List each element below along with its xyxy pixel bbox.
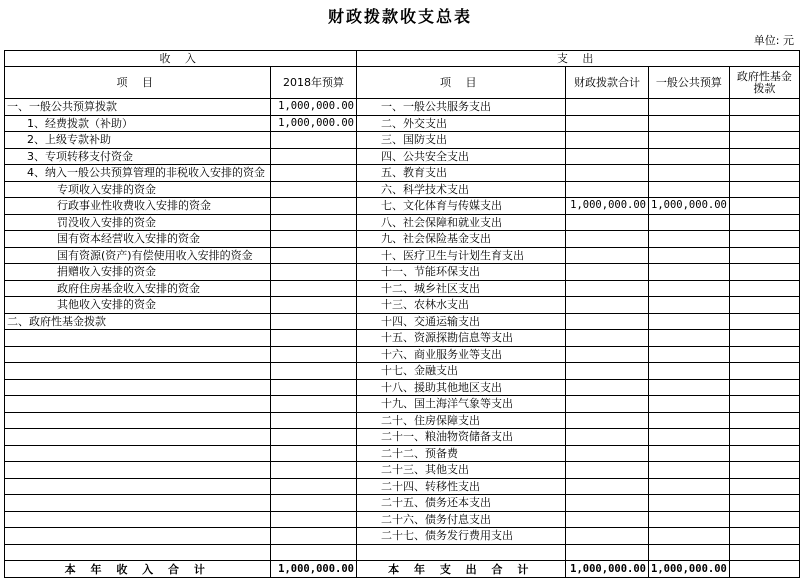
- fiscal-total-cell: [566, 462, 649, 479]
- table-row: [5, 132, 800, 149]
- expense-item-cell: 二十五、债务还本支出: [357, 495, 566, 512]
- gov-fund-cell: [729, 412, 799, 429]
- expense-item-cell: 十七、金融支出: [357, 363, 566, 380]
- income-item-cell: 政府住房基金收入安排的资金: [5, 280, 271, 297]
- income-item-cell: [5, 379, 271, 396]
- income-item-cell: [5, 412, 271, 429]
- general-budget-cell: [649, 115, 730, 132]
- general-budget-cell: [649, 379, 730, 396]
- income-value-cell: [271, 264, 357, 281]
- general-budget-cell: [649, 544, 730, 561]
- income-item-cell: [5, 495, 271, 512]
- gov-fund-cell: [729, 396, 799, 413]
- fiscal-total-cell: [566, 247, 649, 264]
- income-item-cell: [5, 429, 271, 446]
- income-item-cell: 3、专项转移支付资金: [5, 148, 271, 165]
- income-header: 收 入: [5, 51, 357, 67]
- expense-item-cell: 十九、国土海洋气象等支出: [357, 396, 566, 413]
- unit-label: 单位: 元: [753, 34, 794, 47]
- fiscal-total-cell: [566, 511, 649, 528]
- income-value-cell: [271, 429, 357, 446]
- expense-item-cell: 二十二、预备费: [357, 445, 566, 462]
- gov-fund-cell: [729, 379, 799, 396]
- general-budget-cell: [649, 363, 730, 380]
- expense-item-cell: 七、文化体育与传媒支出: [357, 198, 566, 215]
- income-item-cell: 罚没收入安排的资金: [5, 214, 271, 231]
- gov-fund-cell: [729, 280, 799, 297]
- fiscal-total-cell: [566, 99, 649, 116]
- fiscal-total-cell: [566, 379, 649, 396]
- expense-item-cell: 十四、交通运输支出: [357, 313, 566, 330]
- income-item-cell: 捐赠收入安排的资金: [5, 264, 271, 281]
- general-budget-cell: [649, 462, 730, 479]
- table-row: [5, 247, 800, 264]
- table-row: [5, 511, 800, 528]
- gov-fund-cell: [729, 478, 799, 495]
- income-item-cell: 国有资源(资产)有偿使用收入安排的资金: [5, 247, 271, 264]
- table-row: [5, 115, 800, 132]
- general-budget-cell: [649, 495, 730, 512]
- expense-item-cell: 二十三、其他支出: [357, 462, 566, 479]
- fiscal-total-cell: [566, 280, 649, 297]
- table-row: [5, 429, 800, 446]
- expense-item-cell: 二十六、债务付息支出: [357, 511, 566, 528]
- expense-item-cell: 二、外交支出: [357, 115, 566, 132]
- table-row: [5, 462, 800, 479]
- general-budget-cell: [649, 528, 730, 545]
- general-budget-header: 一般公共预算: [649, 67, 730, 99]
- fiscal-total-cell: [566, 445, 649, 462]
- gov-fund-cell: [729, 346, 799, 363]
- expense-item-cell: 二十七、债务发行费用支出: [357, 528, 566, 545]
- general-budget-cell: [649, 429, 730, 446]
- expense-item-cell: 三、国防支出: [357, 132, 566, 149]
- fiscal-total-cell: [566, 231, 649, 248]
- gov-fund-cell: [729, 511, 799, 528]
- table-row: [5, 214, 800, 231]
- table-row: [5, 346, 800, 363]
- income-value-cell: [271, 379, 357, 396]
- total-expense-label: 本 年 支 出 合 计: [357, 561, 566, 578]
- general-budget-cell: [649, 132, 730, 149]
- general-budget-cell: [649, 346, 730, 363]
- general-budget-cell: 1,000,000.00: [649, 198, 730, 215]
- general-budget-cell: [649, 478, 730, 495]
- fiscal-total-cell: [566, 396, 649, 413]
- table-row: [5, 313, 800, 330]
- income-value-cell: [271, 445, 357, 462]
- general-budget-cell: [649, 297, 730, 314]
- expense-item-cell: 一、一般公共服务支出: [357, 99, 566, 116]
- table-row: [5, 495, 800, 512]
- general-budget-cell: [649, 247, 730, 264]
- income-item-cell: 专项收入安排的资金: [5, 181, 271, 198]
- table-row: [5, 412, 800, 429]
- income-item-cell: [5, 511, 271, 528]
- general-budget-cell: [649, 280, 730, 297]
- general-budget-cell: [649, 148, 730, 165]
- expense-item-cell: [357, 544, 566, 561]
- expense-item-cell: 十五、资源探勘信息等支出: [357, 330, 566, 347]
- table-row: [5, 363, 800, 380]
- income-value-cell: [271, 396, 357, 413]
- income-value-cell: [271, 214, 357, 231]
- gov-fund-cell: [729, 495, 799, 512]
- fiscal-total-cell: [566, 264, 649, 281]
- table-row: [5, 379, 800, 396]
- expense-item-cell: 十六、商业服务业等支出: [357, 346, 566, 363]
- income-item-cell: [5, 462, 271, 479]
- gov-fund-cell: [729, 247, 799, 264]
- gov-fund-cell: [729, 462, 799, 479]
- total-income-label: 本 年 收 入 合 计: [5, 561, 271, 578]
- total-income-value: 1,000,000.00: [271, 561, 357, 578]
- gov-fund-cell: [729, 148, 799, 165]
- income-item-cell: [5, 330, 271, 347]
- fiscal-total-cell: [566, 478, 649, 495]
- general-budget-cell: [649, 330, 730, 347]
- gov-fund-cell: [729, 231, 799, 248]
- table-row: [5, 297, 800, 314]
- gov-fund-cell: [729, 132, 799, 149]
- income-item-cell: 国有资本经营收入安排的资金: [5, 231, 271, 248]
- general-budget-cell: [649, 511, 730, 528]
- income-value-cell: [271, 412, 357, 429]
- gov-fund-cell: [729, 181, 799, 198]
- expense-item-cell: 十、医疗卫生与计划生育支出: [357, 247, 566, 264]
- total-gov-fund-value: [729, 561, 799, 578]
- table-row: [5, 445, 800, 462]
- table-row: [5, 544, 800, 561]
- fiscal-total-cell: [566, 181, 649, 198]
- expense-item-cell: 二十一、粮油物资储备支出: [357, 429, 566, 446]
- expense-item-cell: 四、公共安全支出: [357, 148, 566, 165]
- expense-item-cell: 六、科学技术支出: [357, 181, 566, 198]
- general-budget-cell: [649, 412, 730, 429]
- gov-fund-cell: [729, 429, 799, 446]
- income-value-cell: 1,000,000.00: [271, 115, 357, 132]
- fiscal-total-cell: [566, 330, 649, 347]
- income-value-cell: [271, 247, 357, 264]
- income-value-cell: [271, 544, 357, 561]
- general-budget-cell: [649, 396, 730, 413]
- table-row: [5, 99, 800, 116]
- fiscal-total-cell: [566, 363, 649, 380]
- general-budget-cell: [649, 99, 730, 116]
- fiscal-total-cell: [566, 132, 649, 149]
- income-value-cell: [271, 313, 357, 330]
- total-fiscal-value: 1,000,000.00: [566, 561, 649, 578]
- gov-fund-cell: [729, 198, 799, 215]
- income-value-cell: [271, 181, 357, 198]
- gov-fund-cell: [729, 330, 799, 347]
- table-row: [5, 330, 800, 347]
- fiscal-total-cell: [566, 528, 649, 545]
- total-row: [5, 561, 800, 578]
- expense-item-cell: 十八、援助其他地区支出: [357, 379, 566, 396]
- table-row: [5, 198, 800, 215]
- fiscal-total-cell: [566, 412, 649, 429]
- income-value-cell: [271, 231, 357, 248]
- gov-fund-cell: [729, 99, 799, 116]
- income-value-cell: [271, 495, 357, 512]
- fiscal-total-cell: [566, 313, 649, 330]
- general-budget-cell: [649, 165, 730, 182]
- income-item-cell: [5, 346, 271, 363]
- income-value-cell: [271, 528, 357, 545]
- general-budget-cell: [649, 445, 730, 462]
- expense-item-header: 项 目: [357, 67, 566, 99]
- general-budget-cell: [649, 313, 730, 330]
- income-item-cell: 一、一般公共预算拨款: [5, 99, 271, 116]
- income-item-cell: [5, 445, 271, 462]
- table-row: [5, 148, 800, 165]
- general-budget-cell: [649, 181, 730, 198]
- page-title: 财政拨款收支总表: [327, 7, 472, 26]
- fiscal-total-cell: [566, 115, 649, 132]
- expense-item-cell: 二十四、转移性支出: [357, 478, 566, 495]
- income-item-cell: [5, 528, 271, 545]
- income-item-cell: [5, 396, 271, 413]
- income-value-cell: [271, 297, 357, 314]
- income-value-cell: [271, 165, 357, 182]
- income-item-cell: 2、上级专款补助: [5, 132, 271, 149]
- fiscal-total-cell: [566, 165, 649, 182]
- table-row: [5, 280, 800, 297]
- income-item-cell: 二、政府性基金拨款: [5, 313, 271, 330]
- table-row: [5, 181, 800, 198]
- expense-item-cell: 十三、农林水支出: [357, 297, 566, 314]
- income-value-cell: [271, 511, 357, 528]
- income-value-cell: [271, 132, 357, 149]
- income-value-cell: [271, 462, 357, 479]
- income-item-cell: [5, 478, 271, 495]
- table-row: [5, 165, 800, 182]
- income-value-cell: [271, 478, 357, 495]
- budget-2018-header: 2018年预算: [271, 67, 357, 99]
- income-item-cell: 行政事业性收费收入安排的资金: [5, 198, 271, 215]
- income-value-cell: 1,000,000.00: [271, 99, 357, 116]
- gov-fund-cell: [729, 214, 799, 231]
- gov-fund-cell: [729, 445, 799, 462]
- table-row: [5, 396, 800, 413]
- income-item-header: 项 目: [5, 67, 271, 99]
- gov-fund-header: 政府性基金拨款: [729, 67, 799, 99]
- income-value-cell: [271, 346, 357, 363]
- gov-fund-cell: [729, 528, 799, 545]
- gov-fund-cell: [729, 297, 799, 314]
- general-budget-cell: [649, 264, 730, 281]
- expense-item-cell: 九、社会保险基金支出: [357, 231, 566, 248]
- fiscal-total-cell: [566, 429, 649, 446]
- expense-header: 支 出: [357, 51, 800, 67]
- gov-fund-cell: [729, 264, 799, 281]
- fiscal-total-cell: [566, 214, 649, 231]
- income-value-cell: [271, 330, 357, 347]
- table-row: [5, 231, 800, 248]
- income-item-cell: [5, 363, 271, 380]
- income-item-cell: 其他收入安排的资金: [5, 297, 271, 314]
- expense-item-cell: 八、社会保障和就业支出: [357, 214, 566, 231]
- fiscal-total-cell: [566, 297, 649, 314]
- fiscal-total-cell: 1,000,000.00: [566, 198, 649, 215]
- income-value-cell: [271, 148, 357, 165]
- income-item-cell: 4、纳入一般公共预算管理的非税收入安排的资金: [5, 165, 271, 182]
- expense-item-cell: 二十、住房保障支出: [357, 412, 566, 429]
- income-item-cell: 1、经费拨款（补助）: [5, 115, 271, 132]
- fiscal-total-header: 财政拨款合计: [566, 67, 649, 99]
- income-value-cell: [271, 280, 357, 297]
- table-row: [5, 528, 800, 545]
- fiscal-total-cell: [566, 544, 649, 561]
- expense-item-cell: 十一、节能环保支出: [357, 264, 566, 281]
- income-value-cell: [271, 363, 357, 380]
- table-row: [5, 478, 800, 495]
- general-budget-cell: [649, 214, 730, 231]
- budget-table: [4, 50, 800, 578]
- expense-item-cell: 十二、城乡社区支出: [357, 280, 566, 297]
- gov-fund-cell: [729, 544, 799, 561]
- income-item-cell: [5, 544, 271, 561]
- table-row: [5, 264, 800, 281]
- fiscal-total-cell: [566, 346, 649, 363]
- total-general-budget-value: 1,000,000.00: [649, 561, 730, 578]
- fiscal-total-cell: [566, 495, 649, 512]
- gov-fund-cell: [729, 115, 799, 132]
- income-value-cell: [271, 198, 357, 215]
- gov-fund-cell: [729, 313, 799, 330]
- general-budget-cell: [649, 231, 730, 248]
- gov-fund-cell: [729, 165, 799, 182]
- gov-fund-cell: [729, 363, 799, 380]
- expense-item-cell: 五、教育支出: [357, 165, 566, 182]
- fiscal-total-cell: [566, 148, 649, 165]
